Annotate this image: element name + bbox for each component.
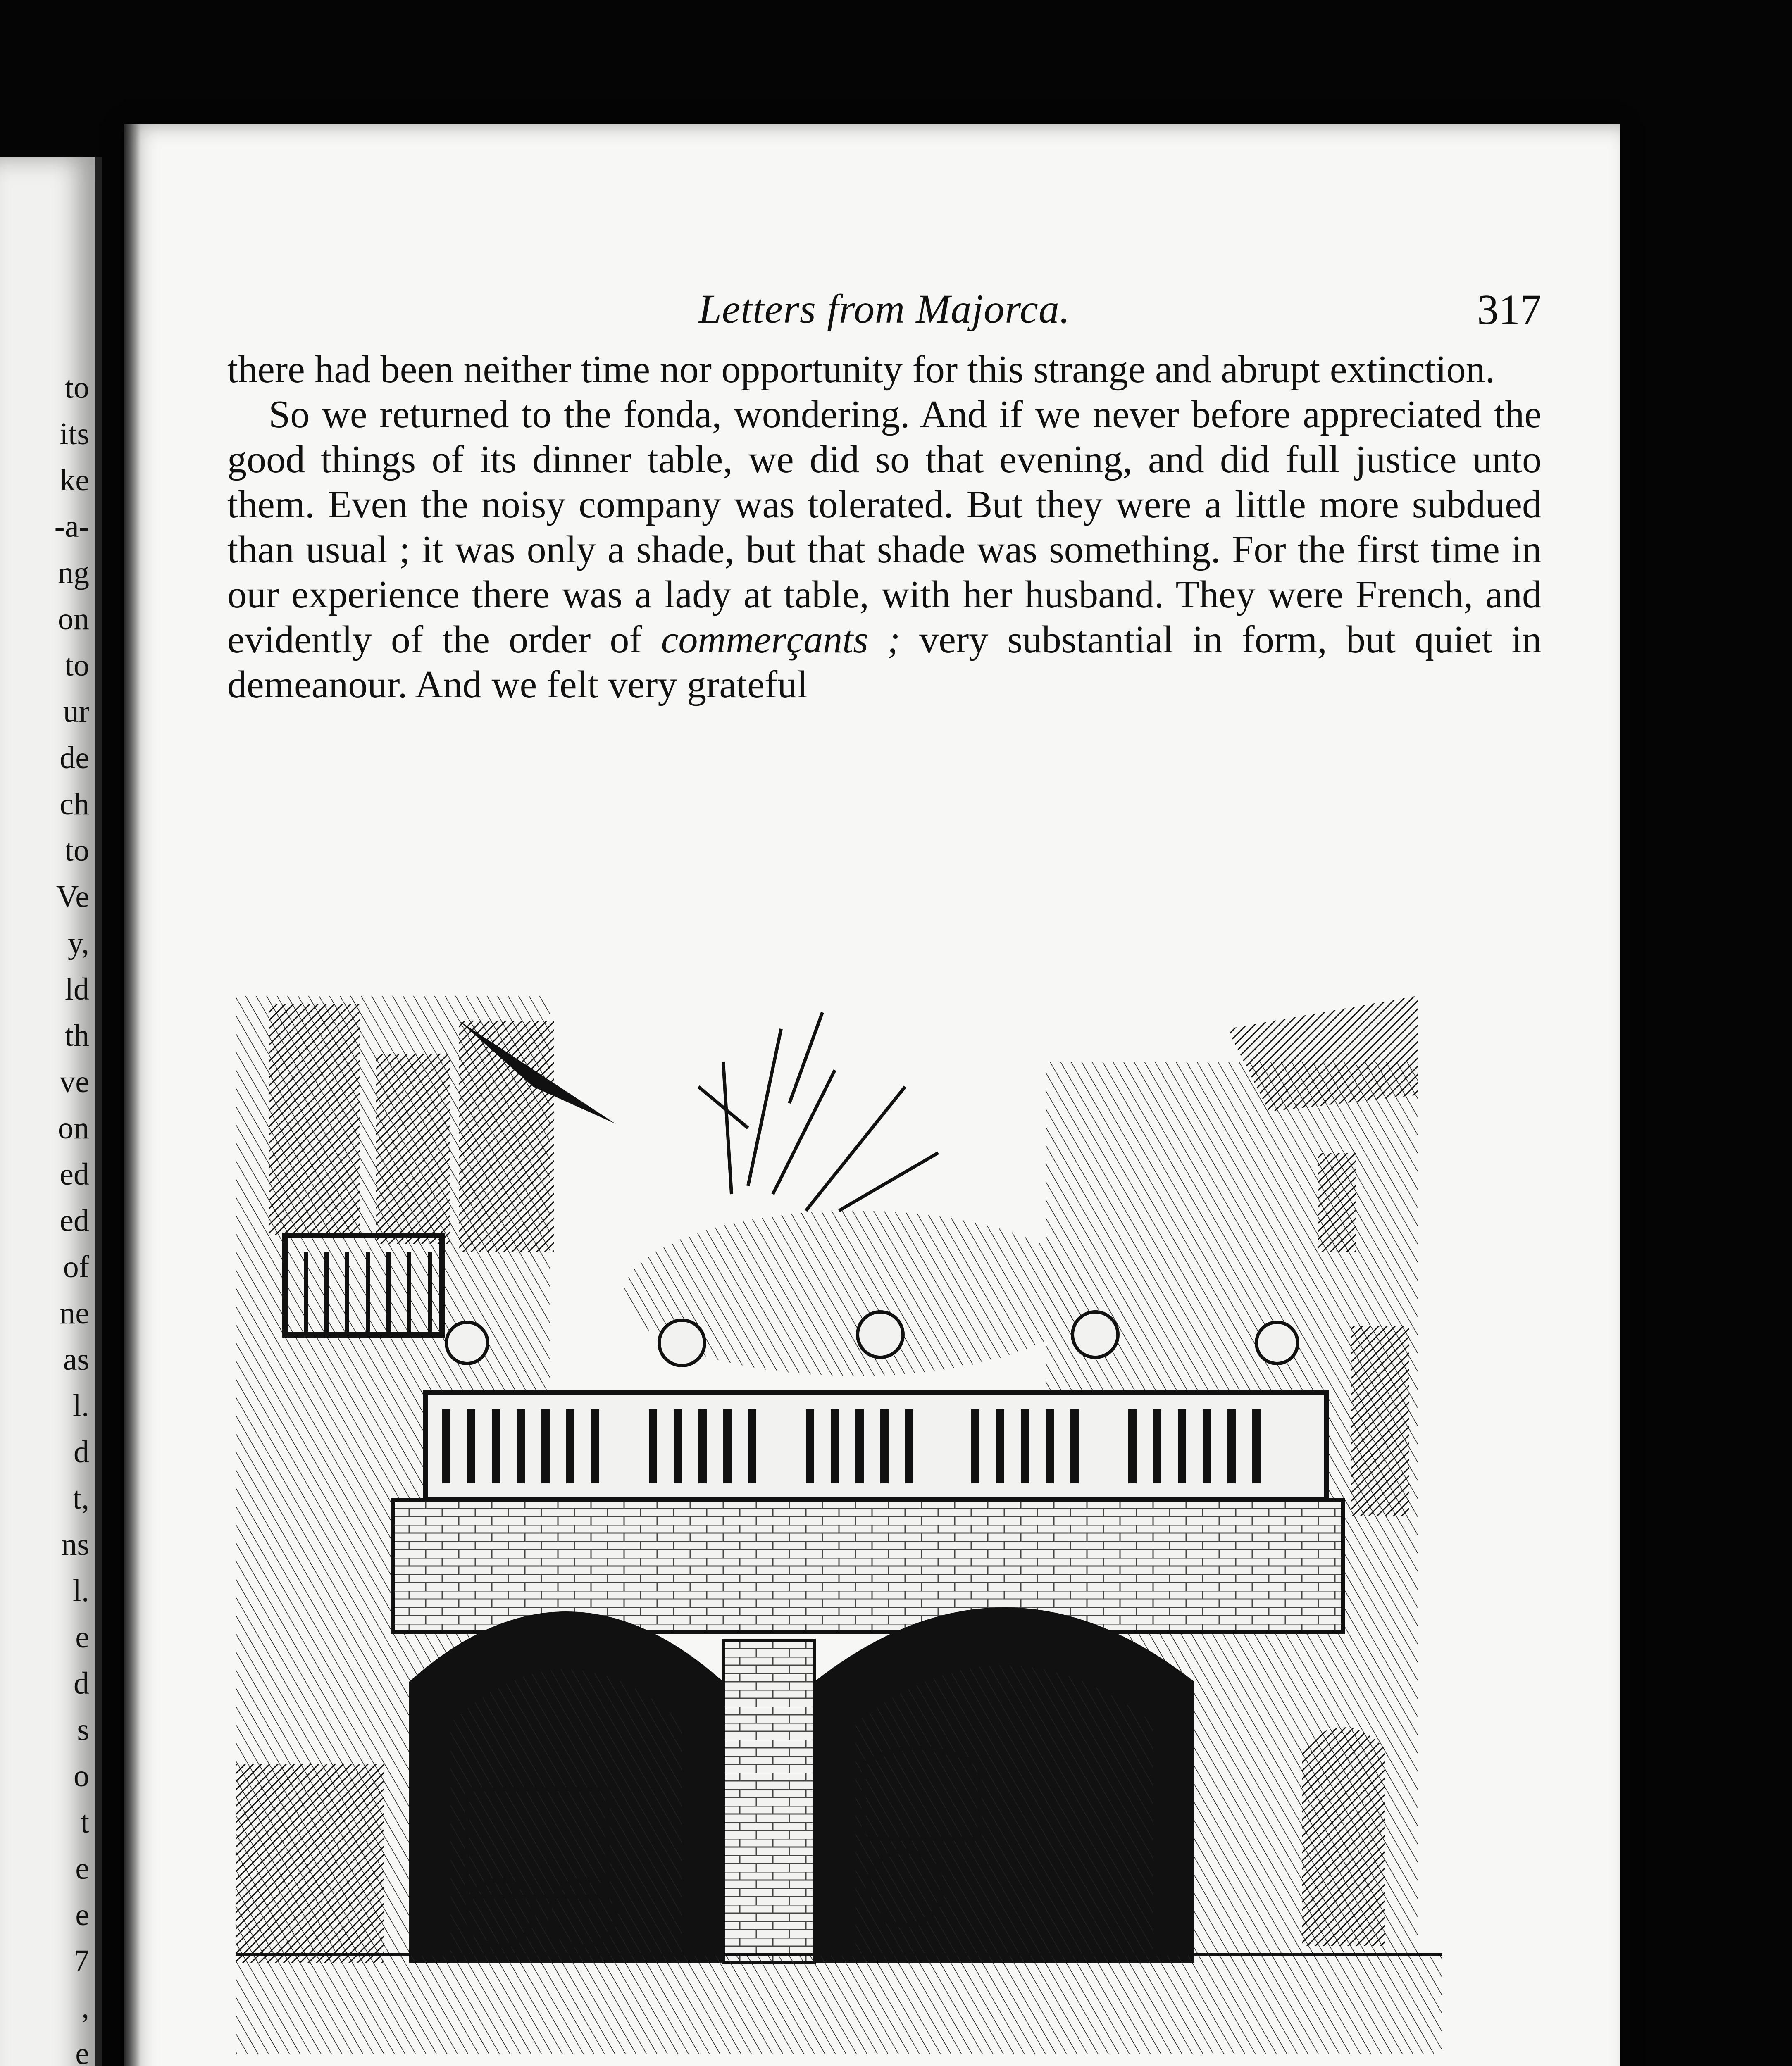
left-page-fragment: to xyxy=(64,648,89,683)
left-page-fragment: t, xyxy=(72,1481,89,1516)
left-page-fragment: l. xyxy=(72,1388,89,1423)
left-page-fragment: ed xyxy=(60,1157,89,1192)
body-text-top xyxy=(227,347,1542,707)
left-page-fragment: ve xyxy=(60,1064,89,1099)
paragraph-fonda xyxy=(227,392,1542,707)
left-page-fragment: th xyxy=(64,1018,89,1053)
left-page-fragment: Ve xyxy=(56,879,89,914)
page-number: 317 xyxy=(1477,286,1542,333)
left-page-fragment: e xyxy=(75,1620,89,1654)
left-page-fragment: ur xyxy=(63,694,89,729)
left-page-fragment: d xyxy=(74,1435,89,1469)
paragraph-continuation: there had been neither time nor opportunity for this strange and abrupt extinction. xyxy=(227,348,1495,391)
left-page-fragment: ch xyxy=(60,787,89,821)
left-page-fragment: l. xyxy=(72,1573,89,1608)
left-page-fragment: e xyxy=(75,2036,89,2066)
running-title: Letters from Majorca. xyxy=(698,286,1070,332)
left-page-fragment: y, xyxy=(67,926,89,960)
left-page-fragment: as xyxy=(63,1342,89,1377)
balustrade xyxy=(426,1392,1327,1500)
left-page-fragment: ke xyxy=(60,463,89,497)
left-page-fragment: its xyxy=(60,417,89,451)
left-page-fragment: e xyxy=(75,1897,89,1932)
left-page-fragment: on xyxy=(58,1111,89,1145)
book-page xyxy=(124,124,1620,2066)
left-page-fragment: o xyxy=(74,1759,89,1793)
left-page-fragment: s xyxy=(77,1712,89,1747)
left-page-fragment: ed xyxy=(60,1203,89,1238)
paragraph-fonda-text: So we returned to the fonda, wondering. And if we never before appreciated the good things of its dinner table, we did so that evening, and did full justice unto them. Even the noisy company was tolerated. But they were a little more subdued than usual ; it was only a shade, but that shade was something. For the first time in our experience there was a lady at table, with her husband. They were French, and evidently of the order of xyxy=(227,393,1542,661)
left-page-fragment: , xyxy=(81,1990,89,2025)
left-page-fragment: e xyxy=(75,1851,89,1886)
page-header xyxy=(227,285,1542,343)
italic-commercants: commerçants ; xyxy=(661,618,901,661)
left-page-fragment: to xyxy=(64,370,89,405)
left-page-fragment: to xyxy=(64,833,89,868)
left-page-fragment: of xyxy=(63,1250,89,1284)
left-page-fragment: ns xyxy=(61,1527,89,1562)
left-page-fragment: 7 xyxy=(74,1944,89,1978)
paragraph-fonda-text-end: very substantial in form, but quiet in demeanour. And we felt very grateful xyxy=(227,618,1542,706)
page-gutter-shadow xyxy=(124,124,141,2066)
left-page-fragment: de xyxy=(60,740,89,775)
left-page-fragment: -a- xyxy=(54,509,89,544)
engraving-ancient-court xyxy=(236,979,1442,2054)
engraving-drawing xyxy=(236,979,1442,2054)
left-page-fragment: on xyxy=(58,602,89,636)
left-page-fragment: ne xyxy=(60,1296,89,1331)
left-page-fragment: ng xyxy=(58,555,89,590)
previous-page-edge xyxy=(0,157,102,2066)
left-page-fragment: t xyxy=(80,1805,89,1840)
left-page-fragment: ld xyxy=(64,972,89,1007)
left-page-fragment: d xyxy=(74,1666,89,1701)
